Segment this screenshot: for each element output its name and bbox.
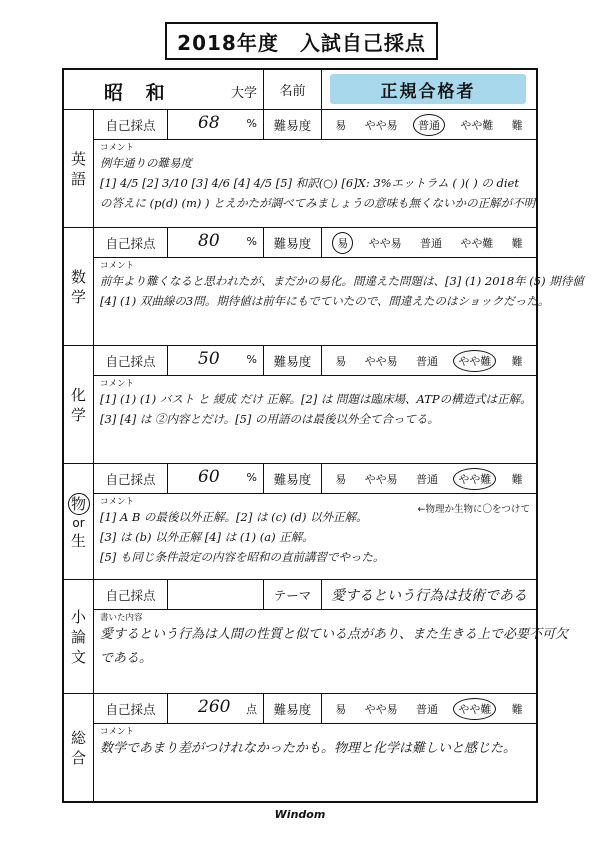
comment-line: 例年通りの難易度 <box>100 156 192 170</box>
comment-label: コメント <box>100 261 135 271</box>
subject-char: 学 <box>70 405 86 424</box>
page-title: 2018年度 入試自己採点 <box>165 22 438 60</box>
score-sheet <box>62 68 584 803</box>
difficulty-option[interactable]: 普通 <box>415 354 438 368</box>
difficulty-option[interactable]: 普通 <box>419 236 442 250</box>
subject-chemistry <box>64 346 94 464</box>
subject-math <box>64 228 94 346</box>
difficulty-options <box>322 110 536 139</box>
section-essay <box>94 580 569 694</box>
university-name: 昭 和 <box>104 82 173 104</box>
content-line: 愛するという行為は人間の性質と似ている点があり、また生きる上で必要不可欠 <box>100 627 569 642</box>
difficulty-option[interactable]: やや易 <box>368 236 402 250</box>
subject-char: 総 <box>70 728 86 747</box>
difficulty-label: 難易度 <box>264 694 322 723</box>
difficulty-option[interactable]: やや難 <box>460 118 494 132</box>
difficulty-option[interactable]: やや易 <box>364 702 398 716</box>
comment-label: コメント <box>100 727 135 737</box>
difficulty-options <box>322 694 536 723</box>
difficulty-options <box>322 228 536 257</box>
difficulty-label: 難易度 <box>264 228 322 257</box>
comment-line: 数学であまり差がつけれなかったかも。物理と化学は難しいと感じた。 <box>100 741 517 756</box>
difficulty-option-selected[interactable]: 易 <box>332 232 353 254</box>
difficulty-option[interactable]: 普通 <box>415 702 438 716</box>
score-label: 自己採点 <box>94 464 168 493</box>
difficulty-option-selected[interactable]: やや難 <box>453 698 496 720</box>
section-english <box>94 110 536 228</box>
difficulty-option[interactable]: 難 <box>511 236 523 250</box>
score-label: 自己採点 <box>94 694 168 723</box>
subject-physics-or-biology <box>64 464 94 580</box>
footer-brand: Windom <box>274 808 326 821</box>
score-row <box>94 110 536 140</box>
difficulty-option[interactable]: やや難 <box>460 236 494 250</box>
subject-char: 文 <box>70 647 86 666</box>
subject-char: 語 <box>70 169 86 188</box>
comment-line: [1] 4/5 [2] 3/10 [3] 4/6 [4] 4/5 [5] 和訳(○) [6]X: 3%エットラム ( )( ) の diet <box>100 176 519 190</box>
score-value: 60 <box>198 467 220 487</box>
difficulty-option-selected[interactable]: やや難 <box>453 468 496 490</box>
subject-essay <box>64 580 94 694</box>
comment-line: [3] は (b) 以外正解 [4] は (1) (a) 正解。 <box>100 530 314 544</box>
score-field[interactable] <box>168 110 264 139</box>
comment-line: [3] [4] は ②内容とだけ。[5] の用語のは最後以外全て合ってる。 <box>100 412 440 426</box>
subject-char: 論 <box>70 627 86 646</box>
difficulty-option[interactable]: 易 <box>335 354 347 368</box>
theme-value[interactable]: 愛するという行為は技術である <box>331 587 527 604</box>
difficulty-option[interactable]: 難 <box>511 354 523 368</box>
percent-unit: % <box>246 471 257 484</box>
difficulty-option-selected[interactable]: やや難 <box>453 350 496 372</box>
comment-label: コメント <box>100 143 135 153</box>
subject-char-circled <box>68 493 90 515</box>
name-field[interactable] <box>322 70 536 110</box>
score-value: 50 <box>198 349 220 369</box>
difficulty-label: 難易度 <box>264 110 322 139</box>
subject-char[interactable]: 生 <box>70 531 86 550</box>
comment-area[interactable] <box>100 379 530 429</box>
comment-line: 前年より難くなると思われたが、まだかの易化。間違えた問題は、[3] (1) 2018年 (5) 期待値 <box>100 274 584 288</box>
score-label: 自己採点 <box>94 580 168 609</box>
comment-line: [5] も同じ条件設定の内容を昭和の直前講習でやった。 <box>100 550 385 564</box>
difficulty-option[interactable]: やや易 <box>364 472 398 486</box>
comment-label: コメント <box>100 497 135 507</box>
subject-total <box>64 694 94 801</box>
university-label: 大学 <box>230 86 257 101</box>
difficulty-option[interactable]: やや易 <box>364 354 398 368</box>
difficulty-label: 難易度 <box>264 464 322 493</box>
comment-label: コメント <box>100 379 135 389</box>
score-value: 80 <box>198 231 220 251</box>
comment-line: [4] (1) 双曲線の3問。期待値は前年にもでていたので、間違えたのはショックだった。 <box>100 294 550 308</box>
subject-char: 学 <box>70 287 86 306</box>
difficulty-option[interactable]: 普通 <box>415 472 438 486</box>
circled-char[interactable]: 物 <box>68 493 90 515</box>
points-unit: 点 <box>246 703 257 716</box>
difficulty-option[interactable]: 易 <box>335 472 347 486</box>
score-value: 260 <box>198 697 231 717</box>
difficulty-option[interactable]: 難 <box>511 702 523 716</box>
score-row <box>94 694 536 724</box>
difficulty-label: 難易度 <box>264 346 322 375</box>
comment-line: [1] (1) (1) バスト と 緩成 だけ 正解。[2] は 問題は臨床場、ATPの構造式は正解。 <box>100 392 532 406</box>
difficulty-option[interactable]: 難 <box>511 472 523 486</box>
difficulty-option[interactable]: 易 <box>335 702 347 716</box>
subject-note: ←物理か生物に〇をつけて <box>417 504 530 515</box>
score-field[interactable] <box>168 464 264 493</box>
percent-unit: % <box>246 235 257 248</box>
percent-unit: % <box>246 353 257 366</box>
subject-char: 化 <box>70 385 86 404</box>
content-line: である。 <box>100 651 153 666</box>
section-physics-or-biology <box>94 464 536 580</box>
subject-char: 合 <box>70 748 86 767</box>
subject-char: 英 <box>70 149 86 168</box>
difficulty-option[interactable]: 易 <box>335 118 347 132</box>
comment-line: の答えに (p(d) (m) ) とえかたが調べてみましょうの意味も無くないかの正解が不明 <box>100 196 536 210</box>
score-row <box>94 346 536 376</box>
difficulty-option[interactable]: 難 <box>511 118 523 132</box>
content-label: 書いた内容 <box>100 613 143 623</box>
university-field[interactable] <box>64 70 264 110</box>
comment-area[interactable] <box>100 727 530 761</box>
section-total <box>94 694 536 801</box>
score-field[interactable] <box>168 694 264 723</box>
comment-line: [1] A B の最後以外正解。[2] は (c) (d) 以外正解。 <box>100 510 368 524</box>
score-field[interactable] <box>168 228 264 257</box>
percent-unit: % <box>246 117 257 130</box>
difficulty-option[interactable]: やや易 <box>364 118 398 132</box>
name-label: 名前 <box>264 70 322 110</box>
comment-area[interactable] <box>100 261 584 311</box>
score-label: 自己採点 <box>94 346 168 375</box>
theme-label: テーマ <box>264 580 322 609</box>
section-math <box>94 228 584 346</box>
score-field[interactable] <box>168 580 264 609</box>
subject-char: 小 <box>70 607 86 626</box>
subject-char: 数 <box>70 267 86 286</box>
section-chemistry <box>94 346 536 464</box>
score-label: 自己採点 <box>94 228 168 257</box>
result-badge: 正規合格者 <box>330 74 526 104</box>
score-value: 68 <box>198 113 220 133</box>
difficulty-option-selected[interactable]: 普通 <box>413 114 445 136</box>
comment-area[interactable] <box>100 143 536 213</box>
score-row <box>94 464 536 494</box>
score-label: 自己採点 <box>94 110 168 139</box>
subject-char: or <box>72 515 85 530</box>
comment-area[interactable] <box>100 497 530 567</box>
subject-english <box>64 110 94 228</box>
score-field[interactable] <box>168 346 264 375</box>
difficulty-options <box>322 346 536 375</box>
difficulty-options <box>322 464 536 493</box>
content-area[interactable] <box>100 613 569 671</box>
score-row <box>94 580 536 610</box>
score-row <box>94 228 536 258</box>
